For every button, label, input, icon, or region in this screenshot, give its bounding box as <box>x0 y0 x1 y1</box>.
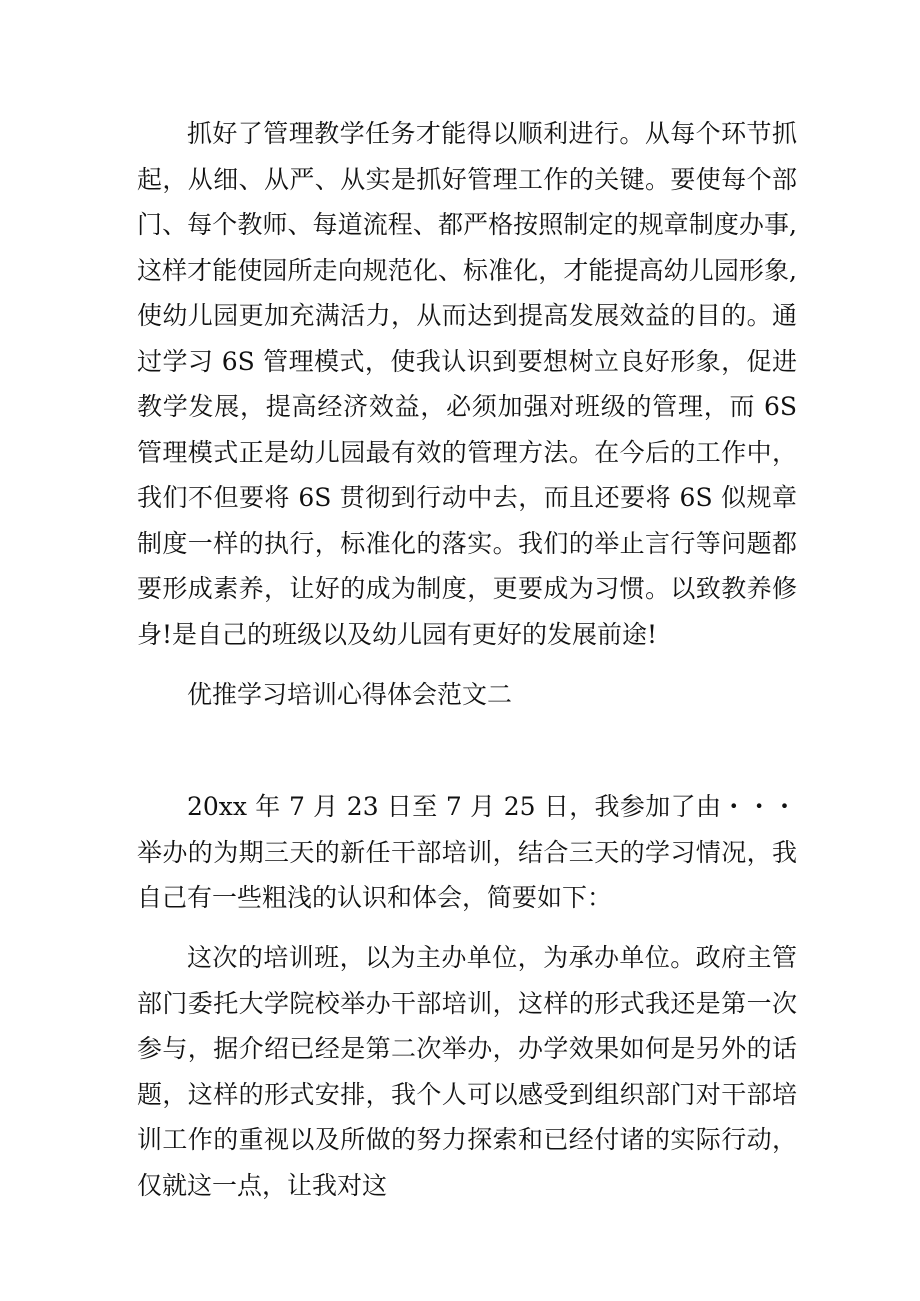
body-paragraph: 这次的培训班，以为主办单位，为承办单位。政府主管部门委托大学院校举办干部培训，这样的形式我还是第一次参与，据介绍已经是第二次举办，办学效果如何是另外的话题，这样的形式安排，我个人可以感受到组织部门对干部培训工作的重视以及所做的努力探索和已经付诸的实际行动，仅就这一点，让我对这 <box>137 943 797 1200</box>
section-heading: 优推学习培训心得体会范文二 <box>187 680 513 709</box>
body-paragraph: 20xx 年 7 月 23 日至 7 月 25 日，我参加了由・・・举办的为期三天的新任干部培训，结合三天的学习情况，我自己有一些粗浅的认识和体会，简要如下： <box>137 792 797 912</box>
body-paragraph: 抓好了管理教学任务才能得以顺利进行。从每个环节抓起，从细、从严、从实是抓好管理工作的关键。要使每个部门、每个教师、每道流程、都严格按照制定的规章制度办事,这样才能使园所走向规范化、标准化，才能提高幼儿园形象,使幼儿园更加充满活力，从而达到提高发展效益的目的。通过学习 6S 管理模式，使我认识到要想树立良好形象，促进教学发展，提高经济效益，必须加强对班级的管理，而 6S 管理模式正是幼儿园最有效的管理方法。在今后的工作中，我们不但要将 6S 贯彻到行动中去，而且还要将 6S 似规章制度一样的执行，标准化的落实。我们的举止言行等问题都要形成素养，让好的成为制度，更要成为习惯。以致教养修身!是自己的班级以及幼儿园有更好的发展前途! <box>137 119 797 649</box>
